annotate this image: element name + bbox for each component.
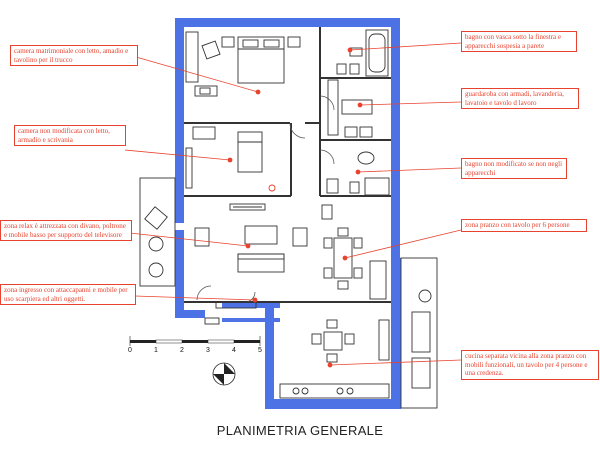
north-arrow-icon [213,363,235,385]
callout-bedroom-master: camera matrimoniale con letto, amadio e tavolino per il trucco [10,45,138,66]
callout-bathroom-tub: bagno con vasca sotto la finestra e apparecchi sospesia a parete [461,31,577,52]
scale-label-0: 0 [128,347,132,354]
kitchen-furniture [280,320,389,398]
balcony-left [140,178,175,286]
scale-bar [130,336,260,346]
bathroom-tub-fixtures [337,30,388,76]
callout-dining: zona pranzo con tavolo per 6 persone [461,219,587,232]
callout-entrance: zona ingresso con attaccapanni e mobile per uso scarpiera ed altri oggetti. [0,284,136,305]
callout-bedroom-second: camera non modificata con letto, armadio e scrivania [14,125,126,146]
scale-label-4: 4 [232,347,236,354]
callout-living: zona relax è attrezzata con divano, poltrone e mobile basso per supporto del televisore [0,220,132,241]
scale-label-2: 2 [180,347,184,354]
scale-label-3: 3 [206,347,210,354]
balcony-right [401,258,437,408]
scale-label-1: 1 [154,347,158,354]
living-furniture [195,204,307,272]
scale-label-5: 5 [258,347,262,354]
dining-furniture [322,205,386,299]
callout-kitchen: cucina separata vicina alla zona pranzo con mobili funzionali, un tavolo per 4 persone e una credenza. [461,350,599,380]
callout-bathroom-unchanged: bagno non modificato se non negli apparecchi [461,158,567,179]
laundry-fixtures [328,80,372,137]
plan-title: PLANIMETRIA GENERALE [216,423,384,438]
inner-walls [184,27,391,302]
callout-laundry: guardaroba con armadi, lavanderia, lavatoio e tavolo d lavoro [461,88,579,109]
door-swings [197,96,334,302]
master-bedroom-furniture [186,32,300,96]
